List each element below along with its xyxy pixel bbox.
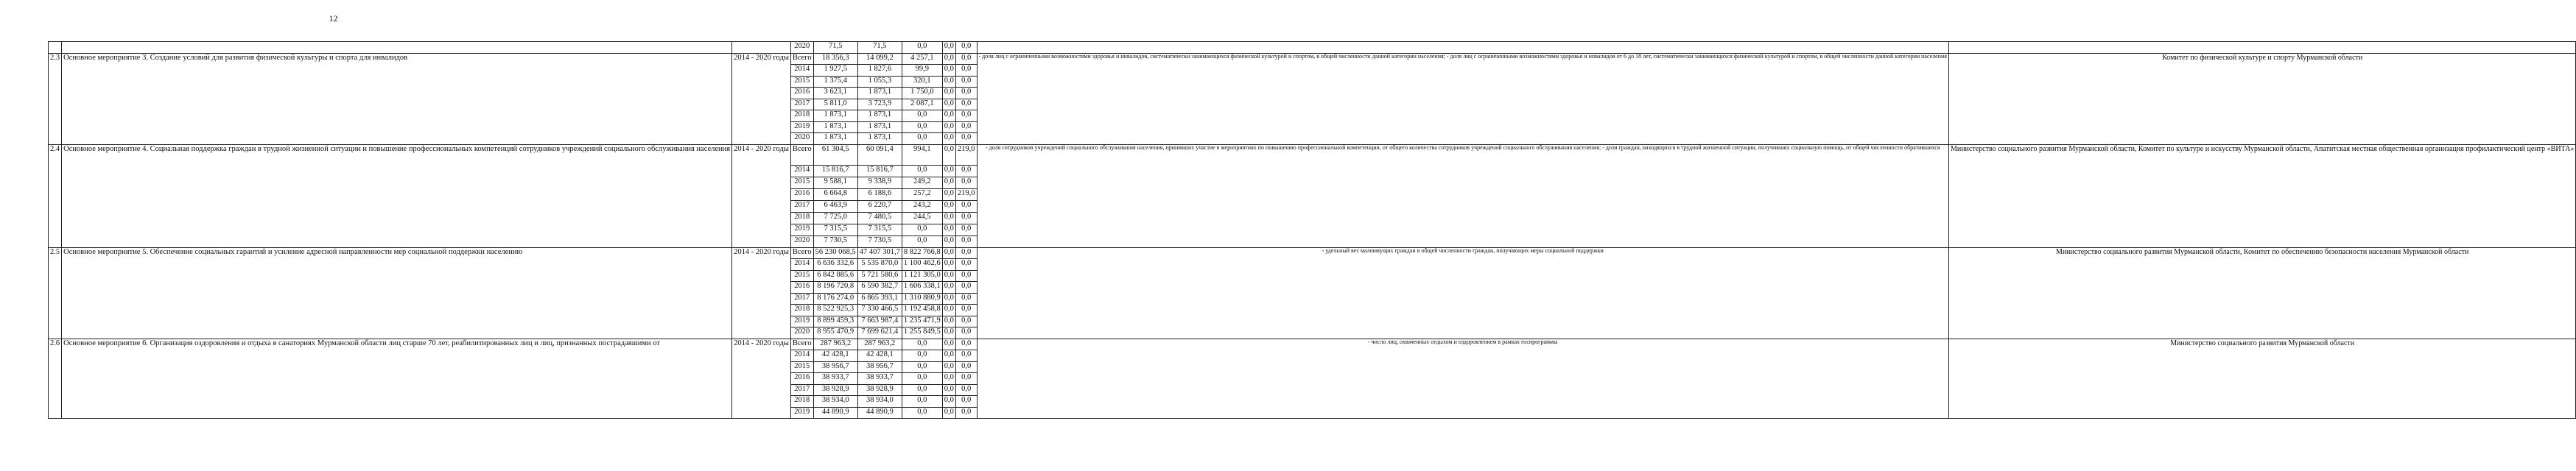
value-cell: 1 310 880,9 (902, 293, 942, 305)
value-cell: 0,0 (955, 396, 977, 408)
year-cell: 2016 (790, 373, 813, 385)
section-description: Основное мероприятие 3. Создание условий для развития физической культуры и спорта для инвалидов (62, 53, 732, 144)
value-cell: 5 811,0 (813, 99, 857, 110)
num-cell (49, 42, 62, 54)
value-cell: 0,0 (902, 384, 942, 396)
value-cell: 71,5 (813, 42, 857, 54)
section-executor: Комитет по физической культуре и спорту Мурманской области (1948, 53, 2575, 144)
value-cell: 6 463,9 (813, 200, 857, 212)
value-cell: 42 428,1 (813, 350, 857, 362)
value-cell: 1 873,1 (813, 110, 857, 122)
value-cell: 0,0 (955, 350, 977, 362)
value-cell: 0,0 (942, 188, 955, 200)
table-row (49, 42, 2576, 54)
section-period: 2014 - 2020 годы (732, 144, 791, 247)
value-cell: 0,0 (902, 350, 942, 362)
section-number: 2.3 (49, 53, 62, 144)
value-cell: 0,0 (902, 361, 942, 373)
value-cell: 0,0 (902, 224, 942, 236)
value-cell: 0,0 (955, 224, 977, 236)
value-cell: 219,0 (955, 188, 977, 200)
table-body (49, 42, 2576, 419)
period-cell (732, 42, 791, 54)
value-cell: 0,0 (942, 236, 955, 247)
section-period: 2014 - 2020 годы (732, 53, 791, 144)
value-cell: 1 873,1 (813, 133, 857, 145)
value-cell: 1 606 338,1 (902, 282, 942, 294)
page-number: 12 (329, 13, 338, 24)
indicator-cell (977, 42, 1948, 54)
value-cell: 0,0 (942, 396, 955, 408)
value-cell: 0,0 (942, 212, 955, 224)
section-executor: Министерство социального развития Мурманской области, Комитет по обеспечению безопасности населения Мурманской области (1948, 247, 2575, 339)
year-cell: 2014 (790, 350, 813, 362)
year-cell: 2016 (790, 88, 813, 99)
section-description: Основное мероприятие 5. Обеспечение социальных гарантий и усиление адресной направленности мер социальной поддержки населению (62, 247, 732, 339)
value-cell: 0,0 (902, 396, 942, 408)
value-cell: 0,0 (942, 339, 955, 350)
value-cell: 0,0 (955, 76, 977, 88)
year-cell: 2014 (790, 165, 813, 177)
year-cell: 2017 (790, 200, 813, 212)
value-cell: 320,1 (902, 76, 942, 88)
value-cell: 244,5 (902, 212, 942, 224)
value-cell: 0,0 (955, 65, 977, 77)
value-cell: 8 899 459,3 (813, 316, 857, 327)
value-cell: 7 663 987,4 (857, 316, 902, 327)
value-cell: 38 934,0 (857, 396, 902, 408)
year-cell: 2016 (790, 188, 813, 200)
value-cell: 0,0 (955, 177, 977, 188)
value-cell: 0,0 (955, 339, 977, 350)
value-cell: 38 956,7 (857, 361, 902, 373)
value-cell: 0,0 (955, 42, 977, 54)
value-cell: 6 842 885,6 (813, 270, 857, 282)
value-cell: 0,0 (942, 42, 955, 54)
value-cell: 0,0 (942, 407, 955, 419)
value-cell: 7 725,0 (813, 212, 857, 224)
value-cell: 0,0 (942, 99, 955, 110)
year-cell: 2014 (790, 259, 813, 271)
value-cell: 0,0 (955, 270, 977, 282)
year-cell: 2019 (790, 316, 813, 327)
value-cell: 0,0 (942, 305, 955, 316)
year-cell: 2015 (790, 361, 813, 373)
year-cell: 2017 (790, 99, 813, 110)
value-cell: 0,0 (955, 384, 977, 396)
value-cell: 0,0 (902, 121, 942, 133)
value-cell: 257,2 (902, 188, 942, 200)
value-cell: 219,0 (955, 144, 977, 165)
year-cell: 2020 (790, 42, 813, 54)
value-cell: 1 100 462,6 (902, 259, 942, 271)
value-cell: 243,2 (902, 200, 942, 212)
value-cell: 994,1 (902, 144, 942, 165)
value-cell: 0,0 (955, 407, 977, 419)
value-cell: 0,0 (955, 110, 977, 122)
budget-table (48, 41, 2576, 419)
year-cell: Всего (790, 247, 813, 259)
value-cell: 6 664,8 (813, 188, 857, 200)
year-cell: Всего (790, 339, 813, 350)
section-period: 2014 - 2020 годы (732, 339, 791, 419)
table-row (49, 247, 2576, 259)
value-cell: 0,0 (955, 53, 977, 65)
value-cell: 6 636 332,6 (813, 259, 857, 271)
year-cell: 2014 (790, 65, 813, 77)
value-cell: 0,0 (942, 88, 955, 99)
year-cell: 2018 (790, 396, 813, 408)
value-cell: 0,0 (955, 305, 977, 316)
value-cell: 38 928,9 (857, 384, 902, 396)
value-cell: 0,0 (955, 133, 977, 145)
value-cell: 0,0 (942, 327, 955, 339)
value-cell: 1 873,1 (857, 121, 902, 133)
value-cell: 1 873,1 (857, 110, 902, 122)
value-cell: 71,5 (857, 42, 902, 54)
value-cell: 1 055,3 (857, 76, 902, 88)
value-cell: 1 927,5 (813, 65, 857, 77)
table-row (49, 53, 2576, 65)
year-cell: 2018 (790, 305, 813, 316)
value-cell: 2 087,1 (902, 99, 942, 110)
executor-cell (1948, 42, 2575, 54)
value-cell: 0,0 (955, 212, 977, 224)
value-cell: 0,0 (942, 53, 955, 65)
value-cell: 38 933,7 (857, 373, 902, 385)
value-cell: 0,0 (955, 327, 977, 339)
section-description: Основное мероприятие 4. Социальная поддержка граждан в трудной жизненной ситуации и повышение профессиональных компетенций сотрудников учреждений социального обслуживания населения (62, 144, 732, 247)
year-cell: 2020 (790, 327, 813, 339)
value-cell: 0,0 (955, 200, 977, 212)
section-indicators: - удельный вес малоимущих граждан в общей численности граждан, получающих меры социальной поддержки (977, 247, 1948, 339)
value-cell: 61 304,5 (813, 144, 857, 165)
value-cell: 4 257,1 (902, 53, 942, 65)
section-indicators: - доля лиц с ограниченными возможностями здоровья и инвалидов, систематически занимающихся физической культурой и спортом, в общей численности данной категории населения; - доля лиц с ограниченными возможностями здоровья и инвалидов от 6 до 18 лет, систематически занимающихся физической культурой и спортом, в общей численности данной категории населения (977, 53, 1948, 144)
value-cell: 8 522 925,3 (813, 305, 857, 316)
value-cell: 7 315,5 (813, 224, 857, 236)
value-cell: 1 235 471,9 (902, 316, 942, 327)
value-cell: 0,0 (942, 177, 955, 188)
value-cell: 7 730,5 (857, 236, 902, 247)
value-cell: 5 721 580,6 (857, 270, 902, 282)
value-cell: 0,0 (942, 373, 955, 385)
value-cell: 8 955 470,9 (813, 327, 857, 339)
year-cell: 2017 (790, 384, 813, 396)
value-cell: 9 588,1 (813, 177, 857, 188)
value-cell: 99,9 (902, 65, 942, 77)
value-cell: 0,0 (902, 373, 942, 385)
value-cell: 1 873,1 (813, 121, 857, 133)
value-cell: 0,0 (942, 165, 955, 177)
value-cell: 0,0 (942, 65, 955, 77)
value-cell: 0,0 (955, 293, 977, 305)
value-cell: 44 890,9 (813, 407, 857, 419)
value-cell: 60 091,4 (857, 144, 902, 165)
value-cell: 0,0 (902, 236, 942, 247)
value-cell: 7 315,5 (857, 224, 902, 236)
value-cell: 56 230 068,5 (813, 247, 857, 259)
value-cell: 1 873,1 (857, 133, 902, 145)
value-cell: 7 699 621,4 (857, 327, 902, 339)
value-cell: 14 099,2 (857, 53, 902, 65)
desc-cell (62, 42, 732, 54)
year-cell: 2019 (790, 121, 813, 133)
value-cell: 0,0 (942, 293, 955, 305)
section-executor: Министерство социального развития Мурманской области, Комитет по культуре и искусству Мурманской области, Апатитская местная общественная организация профилактический центр «ВИТА» (1948, 144, 2575, 247)
value-cell: 0,0 (942, 224, 955, 236)
value-cell: 0,0 (942, 144, 955, 165)
value-cell: 0,0 (942, 121, 955, 133)
section-description: Основное мероприятие 6. Организация оздоровления и отдыха в санаториях Мурманской области лиц старше 70 лет, реабилитированных лиц и лиц, признанных пострадавшими от (62, 339, 732, 419)
year-cell: 2018 (790, 110, 813, 122)
value-cell: 0,0 (942, 76, 955, 88)
value-cell: 18 356,3 (813, 53, 857, 65)
value-cell: 0,0 (942, 259, 955, 271)
value-cell: 287 963,2 (813, 339, 857, 350)
section-indicators: - число лиц, охваченных отдыхом и оздоровлением в рамках госпрограммы (977, 339, 1948, 419)
value-cell: 6 220,7 (857, 200, 902, 212)
value-cell: 0,0 (942, 247, 955, 259)
year-cell: 2019 (790, 407, 813, 419)
value-cell: 0,0 (955, 373, 977, 385)
year-cell: 2016 (790, 282, 813, 294)
section-number: 2.5 (49, 247, 62, 339)
value-cell: 7 480,5 (857, 212, 902, 224)
value-cell: 7 730,5 (813, 236, 857, 247)
section-number: 2.4 (49, 144, 62, 247)
year-cell: 2020 (790, 236, 813, 247)
value-cell: 6 865 393,1 (857, 293, 902, 305)
value-cell: 0,0 (902, 110, 942, 122)
value-cell: 0,0 (902, 42, 942, 54)
value-cell: 3 623,1 (813, 88, 857, 99)
value-cell: 38 933,7 (813, 373, 857, 385)
value-cell: 15 816,7 (813, 165, 857, 177)
value-cell: 0,0 (955, 236, 977, 247)
section-period: 2014 - 2020 годы (732, 247, 791, 339)
value-cell: 0,0 (955, 99, 977, 110)
value-cell: 38 934,0 (813, 396, 857, 408)
section-executor: Министерство социального развития Мурманской области (1948, 339, 2575, 419)
value-cell: 47 407 301,7 (857, 247, 902, 259)
value-cell: 0,0 (942, 384, 955, 396)
year-cell: 2020 (790, 133, 813, 145)
value-cell: 0,0 (942, 133, 955, 145)
value-cell: 0,0 (955, 316, 977, 327)
value-cell: 8 176 274,0 (813, 293, 857, 305)
value-cell: 7 330 466,5 (857, 305, 902, 316)
value-cell: 0,0 (955, 259, 977, 271)
value-cell: 0,0 (955, 88, 977, 99)
table-row (49, 144, 2576, 165)
value-cell: 1 192 458,8 (902, 305, 942, 316)
year-cell: 2017 (790, 293, 813, 305)
value-cell: 0,0 (942, 316, 955, 327)
value-cell: 38 956,7 (813, 361, 857, 373)
value-cell: 1 255 849,5 (902, 327, 942, 339)
value-cell: 287 963,2 (857, 339, 902, 350)
table-row (49, 339, 2576, 350)
section-number: 2.6 (49, 339, 62, 419)
value-cell: 249,2 (902, 177, 942, 188)
value-cell: 0,0 (942, 282, 955, 294)
value-cell: 6 188,6 (857, 188, 902, 200)
year-cell: Всего (790, 144, 813, 165)
value-cell: 0,0 (955, 282, 977, 294)
year-cell: Всего (790, 53, 813, 65)
year-cell: 2015 (790, 270, 813, 282)
section-indicators: - доля сотрудников учреждений социального обслуживания населения, принявших участие в мероприятиях по повышению профессиональной компетенции, от общего количества сотрудников учреждений социального обслуживания населения; - доля граждан, находящихся в трудной жизненной ситуации, получивших социальную помощь, от общей численности обратившихся (977, 144, 1948, 247)
value-cell: 8 196 720,8 (813, 282, 857, 294)
value-cell: 15 816,7 (857, 165, 902, 177)
value-cell: 0,0 (942, 350, 955, 362)
value-cell: 9 338,9 (857, 177, 902, 188)
value-cell: 38 928,9 (813, 384, 857, 396)
value-cell: 0,0 (955, 247, 977, 259)
value-cell: 0,0 (942, 361, 955, 373)
year-cell: 2015 (790, 177, 813, 188)
value-cell: 0,0 (942, 270, 955, 282)
value-cell: 1 375,4 (813, 76, 857, 88)
value-cell: 0,0 (902, 133, 942, 145)
value-cell: 0,0 (955, 361, 977, 373)
value-cell: 6 590 382,7 (857, 282, 902, 294)
year-cell: 2018 (790, 212, 813, 224)
value-cell: 0,0 (902, 339, 942, 350)
value-cell: 0,0 (942, 200, 955, 212)
value-cell: 1 750,0 (902, 88, 942, 99)
value-cell: 1 873,1 (857, 88, 902, 99)
value-cell: 1 827,6 (857, 65, 902, 77)
value-cell: 8 822 766,8 (902, 247, 942, 259)
value-cell: 0,0 (902, 407, 942, 419)
value-cell: 1 121 305,0 (902, 270, 942, 282)
value-cell: 3 723,9 (857, 99, 902, 110)
value-cell: 44 890,9 (857, 407, 902, 419)
value-cell: 0,0 (942, 110, 955, 122)
year-cell: 2015 (790, 76, 813, 88)
value-cell: 0,0 (902, 165, 942, 177)
value-cell: 0,0 (955, 121, 977, 133)
year-cell: 2019 (790, 224, 813, 236)
value-cell: 0,0 (955, 165, 977, 177)
value-cell: 42 428,1 (857, 350, 902, 362)
value-cell: 5 535 870,0 (857, 259, 902, 271)
